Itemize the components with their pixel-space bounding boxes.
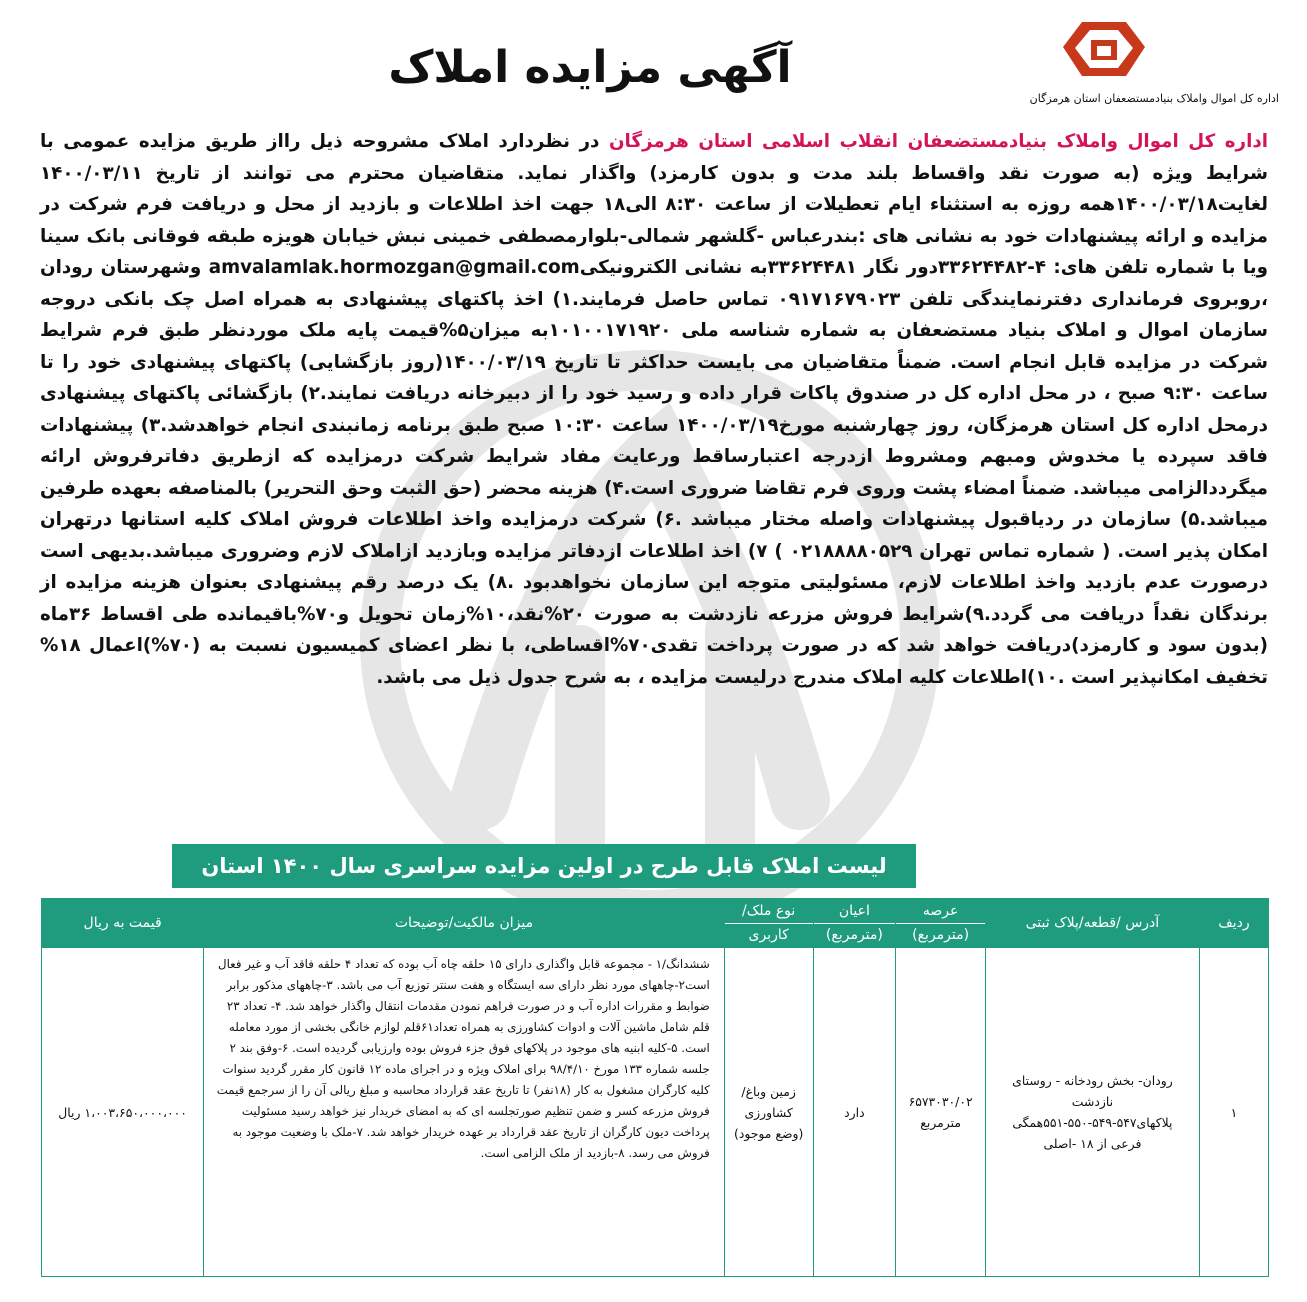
cell-ownership: ششدانگ/۱ - مجموعه قابل واگذاری دارای ۱۵ حلقه چاه آب بوده که تعداد ۴ حلقه فاقد آب و غیر فعال است۲-چاههای مورد نظر دارای سه ایستگاه و هفت سنتر توزیع آب می باشد. ۳-چاههای مذکور برابر ضوابط و مقررات اداره آب و در صورت فراهم نمودن مقدمات انتقال واگذار خواهد شد. ۴- تعداد ۲۳ قلم شامل ماشین آلات و ادوات کشاورزی به همراه تعداد۶۱قلم لوازم خانگی بخشی از مورد معامله است. ۵-کلیه ابنیه های موجود در پلاکهای فوق جزء فروش بوده وارزیابی گردیده است. ۶-وفق بند ۲ جلسه شماره ۱۳۳ مورخ ۹۸/۴/۱۰ برای املاک ویژه و در اجرای ماده ۱۲ قانون کار مقرر گردید سنوات کلیه کارگران مشغول به کار (۱۸نفر) تا تاریخ عقد قرارداد محاسبه و مبلغ ریالی آن را از سرجمع قیمت فروش مزرعه کسر و ضمن تنظیم صورتجلسه ای که به امضای خریدار نیز خواهد رسید مسئولیت پرداخت دیون کارگران از تاریخ عقد قرارداد بر عهده خریدار خواهد شد. ۷-ملک با وضعیت موجود به فروش می رسد. ۸-بازدید از ملک الزامی است.: [204, 948, 725, 1277]
page-title: آگهی مزایده املاک: [388, 42, 792, 93]
header-address: آدرس /قطعه/پلاک ثبتی: [986, 899, 1200, 948]
announcement-body: [40, 126, 1268, 693]
announcement-text: در نظردارد املاک مشروحه ذیل رااز طریق مزایده عمومی با شرایط ویژه (به صورت نقد واقساط بلند مدت و بدون کارمزد) واگذار نماید. متقاضیان محترم می توانند از تاریخ ۱۴۰۰/۰۳/۱۱ لغایت۱۴۰۰/۰۳/۱۸همه روزه به استثناء ایام تعطیلات از ساعت ۸:۳۰ الی۱۸ جهت اخذ اطلاعات و بازدید از محل و دریافت فرم شرکت در مزایده و ارائه پیشنهادات خود به نشانی های :بندرعباس -گلشهر شمالی-بلوارمصطفی خمینی نبش خیابان هویزه طبقه فوقانی بانک سینا ویا با شماره تلفن های: ۴-۳۳۶۲۴۴۸۲دور نگار ۳۳۶۲۴۴۸۱به نشانی الکترونیکیamvalamlak.hormozgan@gmail.com وشهرستان رودان ،روبروی فرمانداری دفترنمایندگی تلفن ۰۹۱۷۱۶۷۹۰۲۳ تماس حاصل فرمایند.۱) اخذ پاکتهای پیشنهادی به همراه اصل چک بانکی دروجه سازمان اموال و املاک بنیاد مستضعفان به شماره شناسه ملی ۱۰۱۰۰۱۷۱۹۲۰به میزان۵%قیمت پایه ملک موردنظر طبق فرم شرایط شرکت در مزایده قابل انجام است. ضمناً متقاضیان می بایست حداکثر تا تاریخ ۱۴۰۰/۰۳/۱۹(روز بازگشایی) پاکتهای پیشنهادی خود را تا ساعت ۹:۳۰ صبح ، در محل اداره کل در صندوق پاکات قرار داده و رسید خود را از دبیرخانه دریافت نمایند.۲) بازگشائی پاکتهای پیشنهادی درمحل اداره کل استان هرمزگان، روز چهارشنبه مورخ۱۴۰۰/۰۳/۱۹ ساعت ۱۰:۳۰ صبح طبق برنامه زمانبندی انجام خواهدشد.۳) پیشنهادات فاقد سپرده یا مخدوش ومبهم ومشروط ازدرجه اعتبارساقط ورعایت مفاد شرایط شرکت درمزایده که ازطریق دفاترفروش ارائه میگرددالزامی میباشد. ضمناً امضاء پشت وروی فرم تقاضا ضروری است.۴) هزینه محضر (حق الثبت وحق التحریر) بالمناصفه بعهده طرفین میباشد.۵) سازمان در ردیاقبول پیشنهادات واصله مختار میباشد .۶) شرکت درمزایده واخذ اطلاعات فروش املاک کلیه استانها درتهران امکان پذیر است. ( شماره تماس تهران ۰۲۱۸۸۸۸۰۵۲۹ ) ۷) اخذ اطلاعات ازدفاتر مزایده وبازدید ازاملاک لازم وضروری میباشد.بدیهی است درصورت عدم بازدید واخذ اطلاعات لازم، مسئولیتی متوجه این سازمان نخواهدبود .۸) یک درصد رقم پیشنهادی بعنوان هزینه مزایده از برندگان نقداً دریافت می گردد.۹)شرایط فروش مزرعه نازدشت به صورت ۲۰%نقد،۱۰%زمان تحویل و۷۰%باقیمانده طی اقساط ۳۶ماه (بدون سود و کارمزد)دریافت خواهد شد که در صورت پرداخت تقدی۷۰%اقساطی، با نظر اعضای کمیسیون نسبت به (۷۰%)اعمال ۱۸% تخفیف امکانپذیر است .۱۰)اطلاعات کلیه املاک مندرج درلیست مزایده ، به شرح جدول ذیل می باشد.: [40, 131, 1269, 688]
cell-price: ۱،۰۰۳،۶۵۰،۰۰۰،۰۰۰ ریال: [42, 948, 204, 1277]
header-price: قیمت به ریال: [42, 899, 204, 948]
organization-logo: [1029, 14, 1179, 84]
cell-row-number: ۱: [1199, 948, 1268, 1277]
table-header-row: [42, 899, 1269, 948]
table-row: [42, 948, 1269, 1277]
header-building-unit: (مترمربع): [814, 923, 896, 948]
header-type-usage: کاربری: [725, 923, 813, 948]
header-area-label: عرصه: [922, 902, 959, 919]
organization-name: اداره کل اموال واملاک بنیادمستضعفان انقلاب اسلامی استان هرمزگان: [608, 131, 1268, 152]
header-row-number: ردیف: [1199, 899, 1268, 948]
header-building: [813, 899, 896, 948]
logo-emblem-icon: [1029, 14, 1179, 84]
header-area: [896, 899, 986, 948]
header-type-label: نوع ملک/: [742, 902, 796, 919]
header-building-label: اعیان: [838, 902, 870, 919]
header-type: [724, 899, 813, 948]
cell-building: دارد: [813, 948, 896, 1277]
cell-area: ۶۵۷۳۰۳۰/۰۲ مترمربع: [896, 948, 986, 1277]
cell-type: زمین وباغ/ کشاورزی (وضع موجود): [724, 948, 813, 1277]
property-listing-table: [41, 898, 1269, 1277]
list-title-banner: لیست املاک قابل طرح در اولین مزایده سراسری سال ۱۴۰۰ استان: [172, 844, 916, 888]
cell-address: رودان- بخش رودخانه - روستای نازدشت پلاکهای۵۴۷-۵۴۹-۵۵۰-۵۵۱همگی فرعی از ۱۸ -اصلی: [986, 948, 1200, 1277]
header-area-unit: (مترمربع): [896, 923, 985, 948]
header-ownership: میزان مالکیت/توضیحات: [204, 899, 725, 948]
logo-caption: اداره کل اموال واملاک بنیادمستضعفان استان هرمزگان: [1029, 92, 1279, 105]
